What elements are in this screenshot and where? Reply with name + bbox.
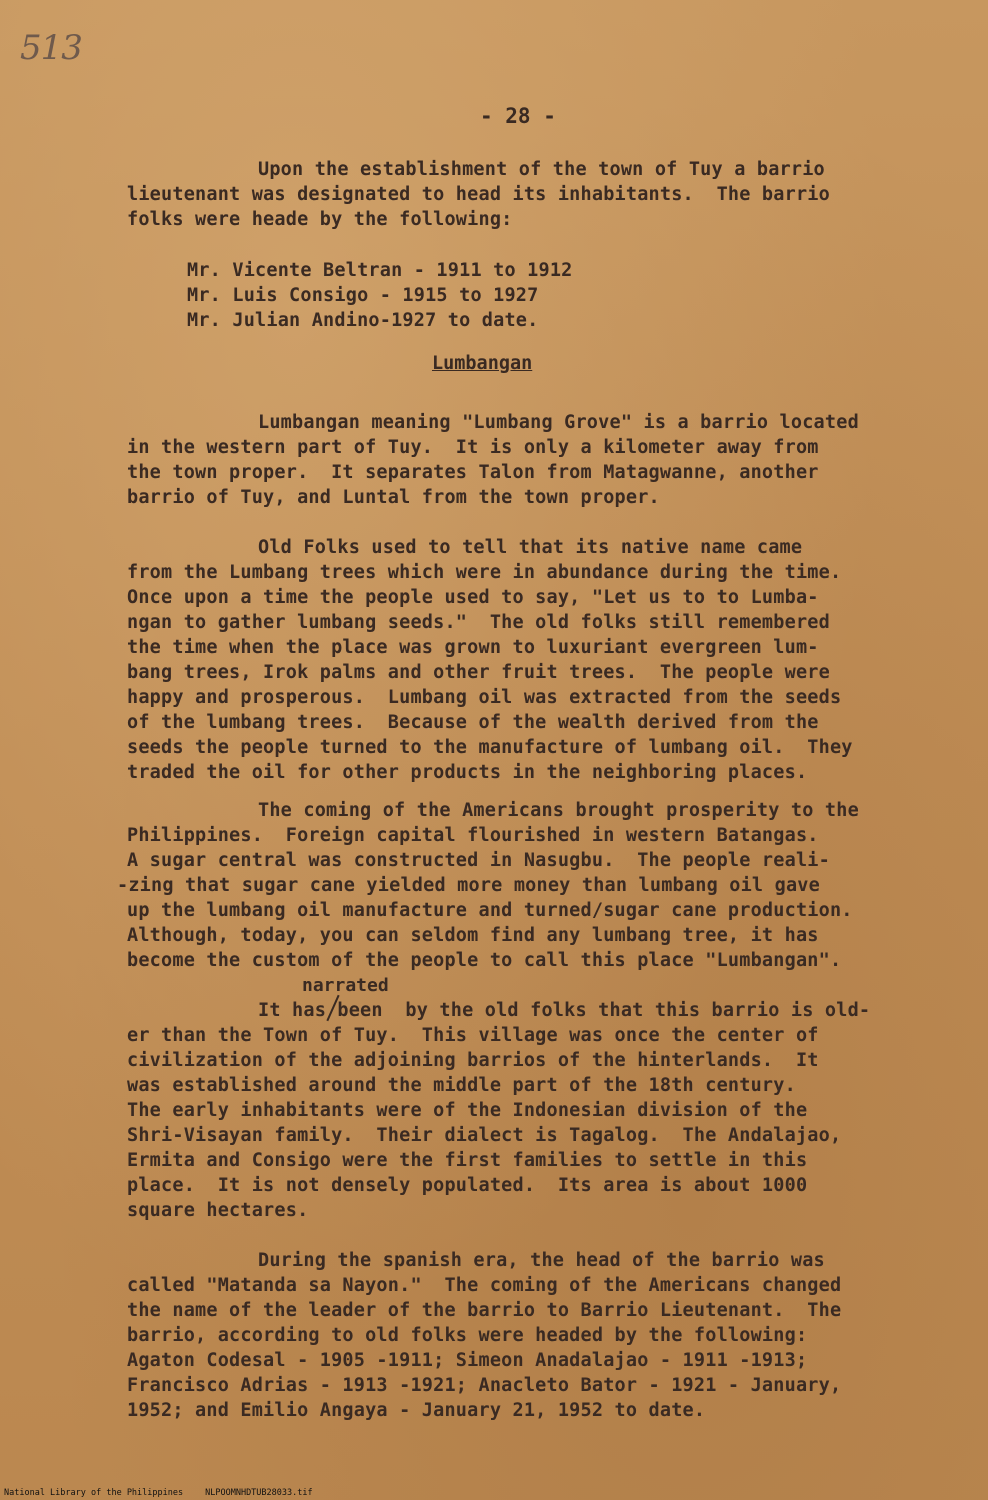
paragraph-line: up the lumbang oil manufacture and turned/sugar cane production.	[127, 900, 853, 921]
footer-library: National Library of the Philippines	[4, 1488, 184, 1498]
paragraph-line: become the custom of the people to call this place "Lumbangan".	[127, 950, 842, 971]
paragraph-line: Ermita and Consigo were the first families to settle in this	[127, 1150, 808, 1171]
intro-line: folks were heade by the following:	[127, 209, 513, 230]
paragraph-line: er than the Town of Tuy. This village was once the center of	[127, 1025, 819, 1046]
paragraph-line: the town proper. It separates Talon from Matagwanne, another	[127, 462, 819, 483]
paragraph-line: Philippines. Foreign capital flourished in western Batangas.	[127, 825, 819, 846]
lieutenant-entry: Mr. Julian Andino-1927 to date.	[187, 310, 539, 331]
paragraph-line: place. It is not densely populated. Its area is about 1000	[127, 1175, 808, 1196]
page-number: - 28 -	[480, 104, 556, 128]
paragraph-line: square hectares.	[127, 1200, 309, 1221]
paragraph-line: barrio of Tuy, and Luntal from the town proper.	[127, 487, 660, 508]
paragraph-line: ngan to gather lumbang seeds." The old folks still remembered	[127, 612, 830, 633]
paragraph-line: It has been by the old folks that this barrio is old-	[258, 1000, 871, 1021]
paragraph-line: Old Folks used to tell that its native name came	[258, 537, 803, 558]
paragraph-line: 1952; and Emilio Angaya - January 21, 1952 to date.	[127, 1400, 706, 1421]
paragraph-line: seeds the people turned to the manufacture of lumbang oil. They	[127, 737, 853, 758]
scan-footer	[4, 1488, 313, 1498]
paragraph-line: happy and prosperous. Lumbang oil was extracted from the seeds	[127, 687, 842, 708]
paragraph-line: the time when the place was grown to luxuriant evergreen lum-	[127, 637, 819, 658]
paragraph-line: A sugar central was constructed in Nasugbu. The people reali-	[127, 850, 830, 871]
paragraph-line: The early inhabitants were of the Indonesian division of the	[127, 1100, 808, 1121]
paragraph-line: bang trees, Irok palms and other fruit trees. The people were	[127, 662, 830, 683]
paragraph-line: Shri-Visayan family. Their dialect is Tagalog. The Andalajao,	[127, 1125, 842, 1146]
paragraph-line: in the western part of Tuy. It is only a kilometer away from	[127, 437, 819, 458]
section-title: Lumbangan	[432, 353, 533, 374]
paragraph-line: called "Matanda sa Nayon." The coming of the Americans changed	[127, 1275, 842, 1296]
paragraph-line: Although, today, you can seldom find any lumbang tree, it has	[127, 925, 819, 946]
handwritten-insertion: narrated	[302, 975, 389, 996]
paragraph-line: During the spanish era, the head of the barrio was	[258, 1250, 825, 1271]
paragraph-line: Once upon a time the people used to say, "Let us to to Lumba-	[127, 587, 819, 608]
lieutenant-entry: Mr. Vicente Beltran - 1911 to 1912	[187, 260, 573, 281]
paragraph-line: from the Lumbang trees which were in abundance during the time.	[127, 562, 842, 583]
paragraph-line: the name of the leader of the barrio to Barrio Lieutenant. The	[127, 1300, 842, 1321]
paragraph-line: was established around the middle part of the 18th century.	[127, 1075, 796, 1096]
lieutenant-entry: Mr. Luis Consigo - 1915 to 1927	[187, 285, 539, 306]
footer-file-id: NLPOOMNHDTUB28033.tif	[205, 1488, 313, 1498]
paragraph-line: The coming of the Americans brought prosperity to the	[258, 800, 859, 821]
paragraph-line: civilization of the adjoining barrios of the hinterlands. It	[127, 1050, 819, 1071]
paragraph-line: Lumbangan meaning "Lumbang Grove" is a barrio located	[258, 412, 859, 433]
paragraph-line: Agaton Codesal - 1905 -1911; Simeon Anadalajao - 1911 -1913;	[127, 1350, 808, 1371]
paragraph-line: of the lumbang trees. Because of the wealth derived from the	[127, 712, 819, 733]
intro-line: lieutenant was designated to head its inhabitants. The barrio	[127, 184, 830, 205]
handwritten-page-number: 513	[20, 28, 82, 68]
paragraph-line: Francisco Adrias - 1913 -1921; Anacleto Bator - 1921 - January,	[127, 1375, 842, 1396]
paragraph-line: barrio, according to old folks were headed by the following:	[127, 1325, 808, 1346]
intro-line: Upon the establishment of the town of Tuy a barrio	[258, 159, 825, 180]
paragraph-line: -zing that sugar cane yielded more money than lumbang oil gave	[117, 875, 820, 896]
paragraph-line: traded the oil for other products in the neighboring places.	[127, 762, 808, 783]
